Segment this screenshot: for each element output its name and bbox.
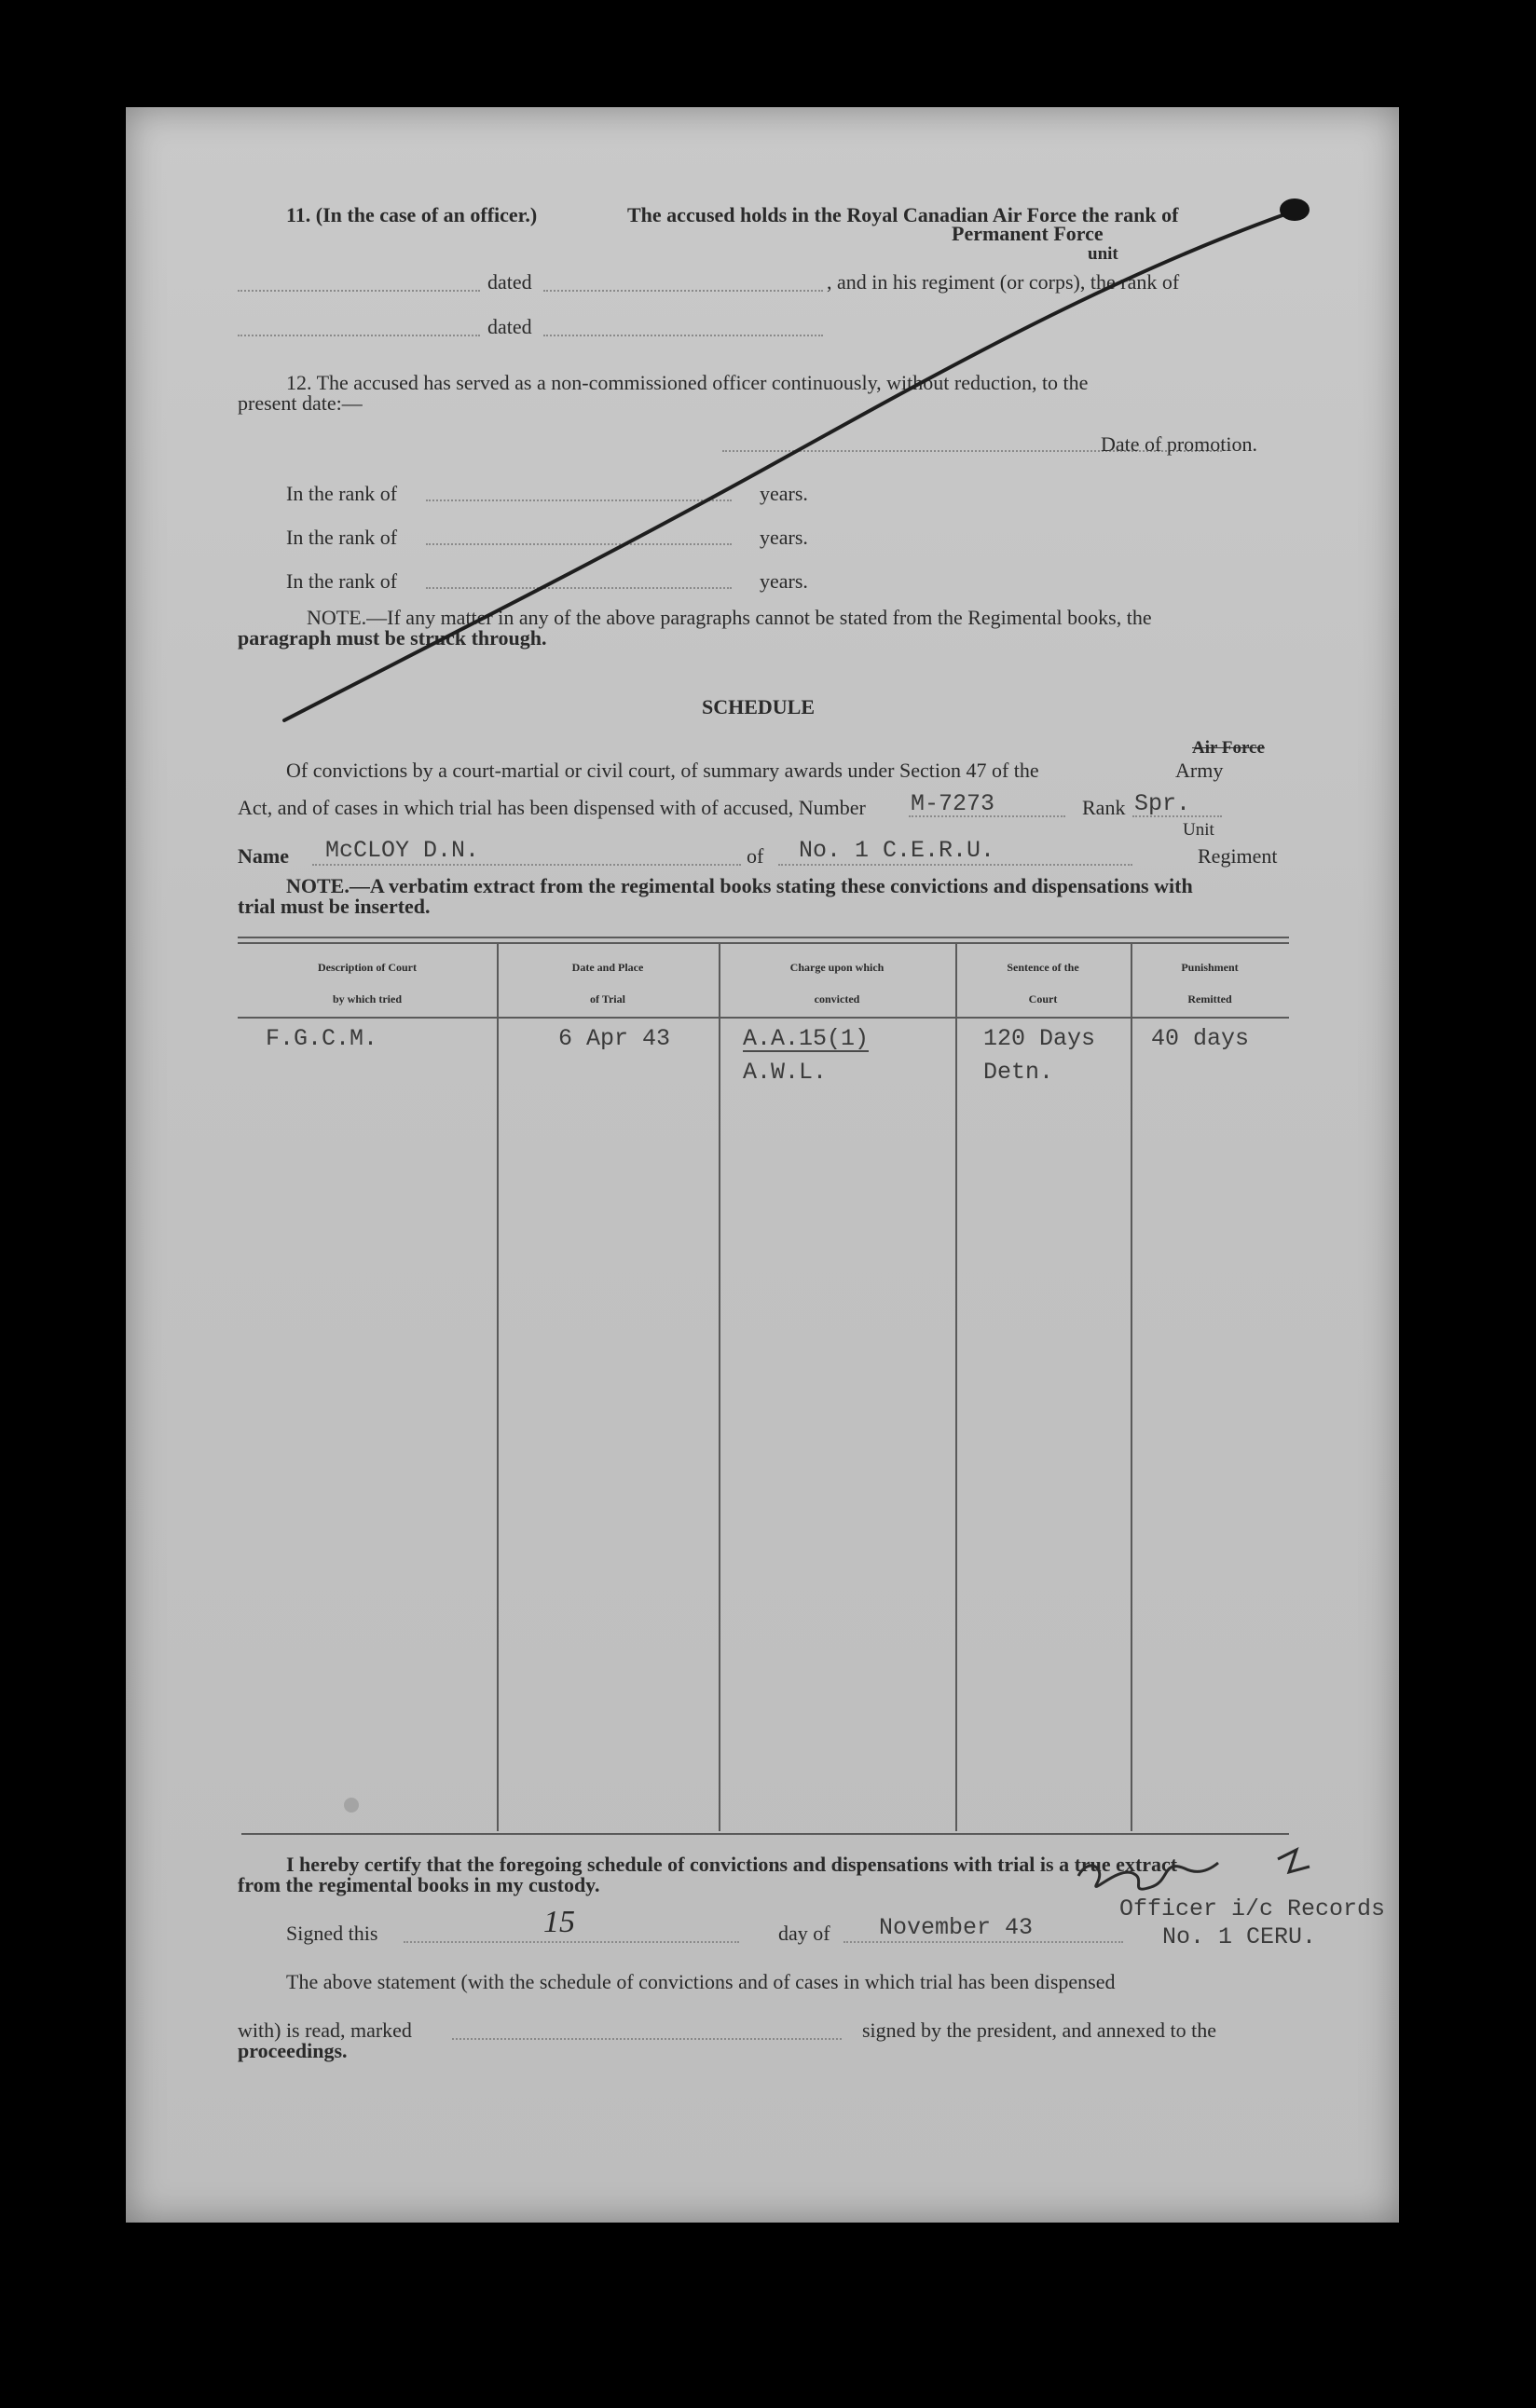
para11-dated-1: dated [487,270,532,294]
para12-text-2: present date:— [238,391,363,415]
para12-text: 12. The accused has served as a non-commissioned officer continuously, without reduction, to the [286,371,1089,394]
schedule-note-2: trial must be inserted. [238,895,431,918]
para11-dated-2: dated [487,315,532,338]
accused-number: M-7273 [911,790,995,817]
cell-charge-2: A.W.L. [743,1059,828,1086]
cell-date: 6 Apr 43 [558,1025,671,1052]
schedule-line-2: Act, and of cases in which trial has been dispensed with of accused, Number [238,796,866,819]
cell-charge-1: A.A.15(1) [743,1025,870,1052]
rank-row-1-years: years. [760,482,808,505]
cell-remitted: 40 days [1151,1025,1250,1052]
regiment-label: Regiment [1198,844,1278,868]
officer-title: Officer i/c Records [1119,1895,1386,1922]
para11-middle: , and in his regiment (or corps), the rank of [827,270,1180,294]
rank-row-1-label: In the rank of [286,482,398,505]
rank-row-3-label: In the rank of [286,569,398,593]
rank-row-3-years: years. [760,569,808,593]
name-label: Name [238,844,289,868]
accused-name: McCLOY D.N. [325,837,480,864]
air-force-correction: Air Force [1192,738,1265,758]
para11-text: The accused holds in the Royal Canadian Air Force the rank of [627,203,1179,226]
header-charge: Charge upon which convicted [789,961,885,1006]
day-of-label: day of [778,1922,830,1945]
header-remitted: Punishment Remitted [1181,961,1239,1006]
cell-court: F.G.C.M. [266,1025,378,1052]
schedule-army: Army [1175,759,1224,782]
para11-permanent-force: Permanent Force [952,222,1104,245]
certify-line-1: I hereby certify that the foregoing schedule of convictions and dispensations with trial is a true extract [286,1853,1178,1876]
of-label: of [747,844,764,868]
accused-unit: No. 1 C.E.R.U. [799,837,995,864]
header-sentence: Sentence of the Court [1007,961,1079,1006]
date-of-promotion-label: Date of promotion. [1101,432,1258,456]
cell-sentence-1: 120 Days [983,1025,1096,1052]
para12-note: NOTE.—If any matter in any of the above paragraphs cannot be stated from the Regimental books, the [307,606,1152,629]
accused-rank: Spr. [1134,790,1191,817]
para11-unit: unit [1088,244,1118,264]
schedule-line-1: Of convictions by a court-martial or civil court, of summary awards under Section 47 of the [286,759,1039,782]
statement-line-2a: with) is read, marked [238,2018,412,2042]
certify-line-2: from the regimental books in my custody. [238,1873,600,1896]
para11-lead: 11. (In the case of an officer.) [286,203,538,226]
header-court: Description of Court by which tried [318,961,417,1006]
statement-line-3: proceedings. [238,2039,348,2062]
rank-row-2-label: In the rank of [286,526,398,549]
header-date: Date and Place of Trial [571,961,644,1006]
statement-line-2b: signed by the president, and annexed to the [862,2018,1217,2042]
officer-unit: No. 1 CERU. [1162,1923,1317,1950]
cell-sentence-2: Detn. [983,1059,1054,1086]
para12-note-2: paragraph must be struck through. [238,626,547,650]
rank-label: Rank [1082,796,1126,819]
signed-day: 15 [543,1905,575,1939]
statement-line-1: The above statement (with the schedule of convictions and of cases in which trial has been dispensed [286,1970,1116,1993]
signed-this-label: Signed this [286,1922,378,1945]
document-page [126,107,1399,2223]
rank-row-2-years: years. [760,526,808,549]
signed-month: November 43 [879,1914,1034,1941]
schedule-title: SCHEDULE [702,695,816,718]
schedule-note: NOTE.—A verbatim extract from the regimental books stating these convictions and dispensations with [286,874,1193,897]
unit-label: Unit [1183,820,1214,840]
